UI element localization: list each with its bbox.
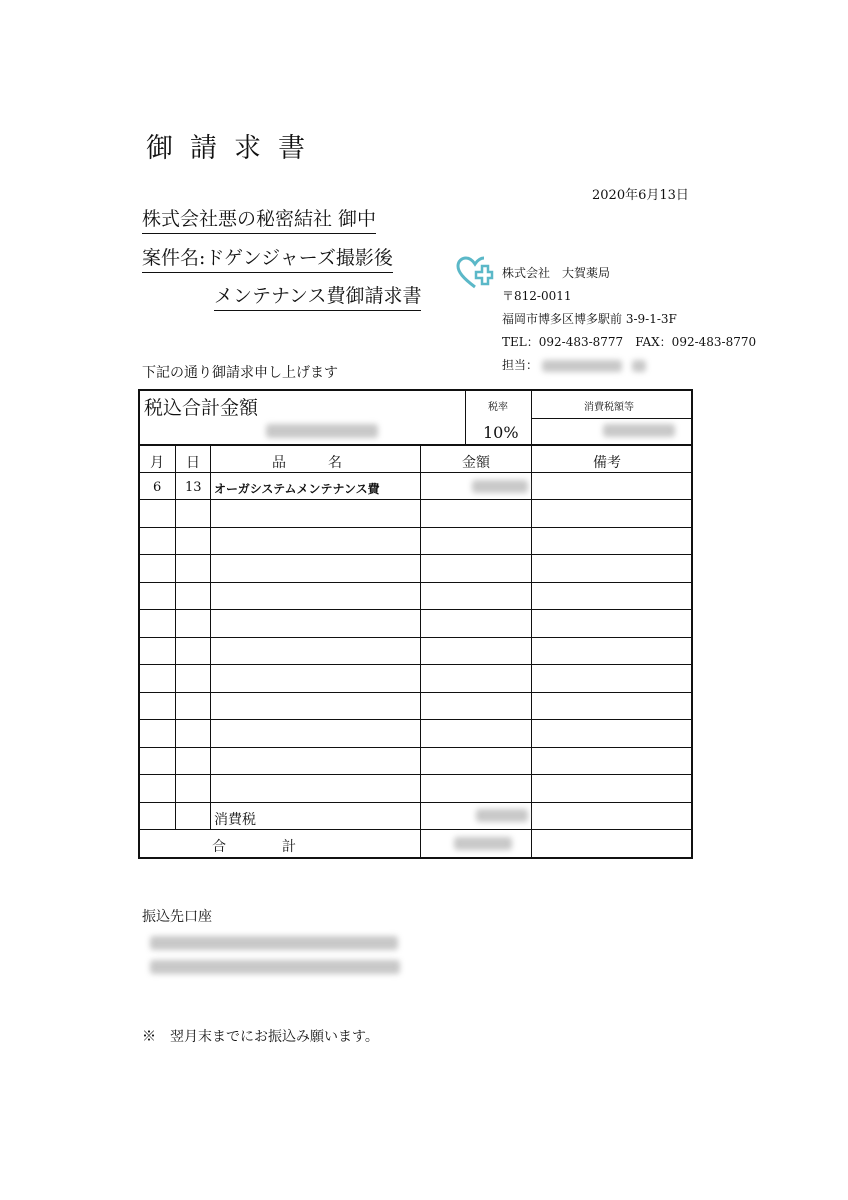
recipient-name: 株式会社悪の秘密結社 御中 [142, 206, 376, 234]
issuer-postal: 〒812-0011 [502, 289, 572, 303]
heart-cross-icon [455, 256, 495, 290]
issuer-name: 株式会社 大賀薬局 [502, 266, 611, 280]
issuer-block [502, 262, 756, 377]
invoice-table [138, 389, 693, 859]
redacted-bank-line-1 [150, 936, 398, 950]
row-item: オーガシステムメンテナンス費 [214, 482, 380, 496]
intro-text: 下記の通り御請求申し上げます [142, 365, 338, 381]
total-label: 税込合計金額 [144, 397, 259, 419]
total-row-label: 合 計 [212, 839, 296, 855]
redacted-contact-2 [632, 360, 646, 372]
header-amount: 金額 [462, 455, 490, 471]
redacted-row-amount [472, 480, 528, 493]
redacted-contact [542, 360, 622, 372]
tax-rate-label: 税率 [488, 402, 508, 413]
redacted-total-amount [266, 424, 378, 438]
header-item: 品 名 [272, 455, 342, 471]
tax-amount-label: 消費税額等 [584, 402, 634, 413]
redacted-tax-row-amount [476, 809, 528, 822]
issuer-contact [502, 354, 756, 377]
subject-line-2: メンテナンス費御請求書 [214, 283, 421, 311]
redacted-tax-amount [603, 424, 675, 437]
header-remarks: 備考 [593, 455, 621, 471]
header-month: 月 [150, 455, 164, 471]
row-day: 13 [185, 480, 202, 495]
bank-label: 振込先口座 [142, 909, 212, 925]
tax-row-label: 消費税 [214, 812, 256, 828]
issuer-phone-fax: TEL：092-483-8777 FAX：092-483-8770 [502, 335, 757, 349]
row-month: 6 [153, 480, 162, 495]
footer-note: ※ 翌月末までにお振込み願います。 [142, 1029, 379, 1045]
document-title: 御請求書 [146, 133, 322, 164]
subject-line-1: 案件名:ドゲンジャーズ撮影後 [142, 245, 393, 273]
tax-rate-value: 10% [483, 423, 519, 442]
contact-label: 担当： [502, 358, 539, 372]
header-day: 日 [186, 455, 200, 471]
issue-date: 2020年6月13日 [592, 188, 689, 203]
redacted-total-row-amount [454, 837, 512, 850]
issuer-address: 福岡市博多区博多駅前 3-9-1-3F [502, 312, 677, 326]
redacted-bank-line-2 [150, 960, 400, 974]
